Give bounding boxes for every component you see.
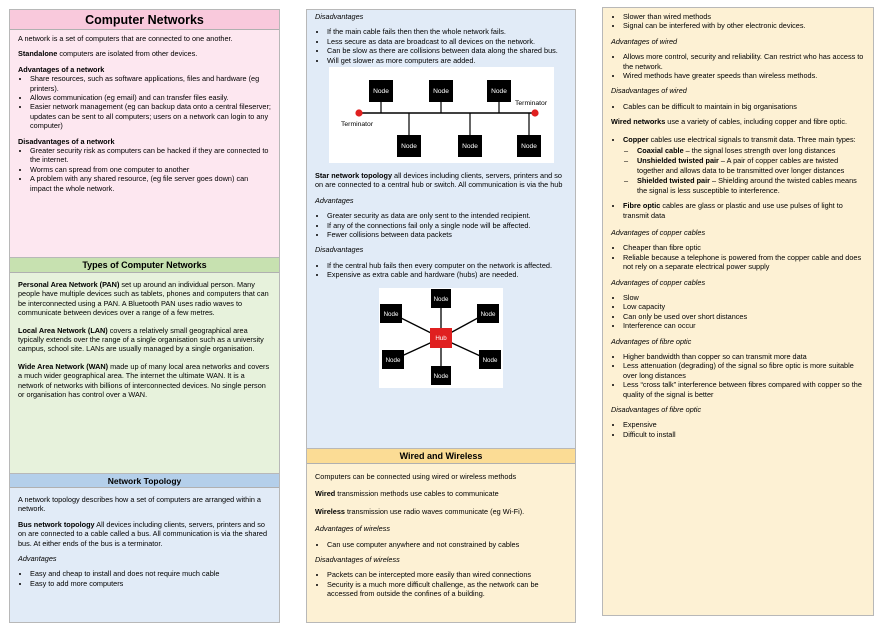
fibre-text: cables are glass or plastic and use use pulses of light to transmit data — [623, 201, 843, 220]
list-item: • Easy to add more computers — [30, 579, 271, 588]
wired-disadvantages-list — [611, 102, 865, 111]
network-disadvantages-list — [18, 146, 271, 193]
list-item: • Can use computer anywhere and not constrained by cables — [327, 540, 567, 549]
wired-definition — [315, 489, 567, 498]
standalone-keyword: Standalone — [18, 49, 58, 59]
wireless-keyword: Wireless — [315, 506, 345, 516]
list-item: • Share resources, such as software applications, files and hardware (eg printers). — [30, 74, 271, 93]
list-item: • If any of the connections fail only a single node will be affected. — [327, 221, 567, 230]
wireless-disadvantages-title: Disadvantages of wireless — [315, 555, 400, 565]
wired-networks-keyword: Wired networks — [611, 117, 666, 127]
left-terminator — [355, 109, 362, 116]
copper-keyword: Copper — [623, 134, 649, 144]
list-item: • Wired methods have greater speeds than wireless methods. — [623, 71, 865, 80]
star-topology-diagram — [379, 288, 503, 388]
wired-advantages-list — [611, 52, 865, 80]
star-node-label: Node — [433, 372, 449, 380]
copper-list — [611, 135, 865, 144]
standalone-definition — [18, 49, 271, 58]
topology-definition: A network topology describes how a set of computers are arranged within a network. — [18, 495, 261, 514]
fibre-keyword: Fibre optic — [623, 201, 661, 211]
network-types-title: Types of Computer Networks — [10, 258, 279, 273]
cable-type-name: Shielded twisted pair — [637, 176, 710, 186]
topology-continued-panel — [306, 9, 576, 449]
cable-type-description: – Shielding around the twisted cables means the signal is less susceptible to interference. — [637, 176, 857, 195]
star-node-label: Node — [480, 310, 496, 318]
bus-topology-text: All devices including clients, servers, printers and so on are connected to a cable called a bus. All communication is via the shared bus. At either ends of the bus is a terminator. — [18, 519, 268, 548]
star-hub-label: Hub — [435, 334, 447, 342]
list-item: • Cheaper than fibre optic — [623, 243, 865, 252]
list-item: • Higher bandwidth than copper so can transmit more data — [623, 352, 865, 361]
network-types-panel — [9, 257, 280, 474]
list-item: • A problem with any shared resource, (eg file server goes down) can impact the whole network. — [30, 174, 271, 193]
network-advantages-list — [18, 74, 271, 130]
fibre-list — [611, 201, 865, 220]
list-item: • Low capacity — [623, 302, 865, 311]
list-item: • Less secure as data are broadcast to all devices on the network. — [327, 37, 567, 46]
wired-advantages-title: Advantages of wired — [611, 36, 678, 46]
wireless-text: transmission use radio waves communicate (eg Wi-Fi). — [344, 506, 525, 516]
list-item: • If the main cable fails then then the whole network fails. — [327, 27, 567, 36]
list-item: • Can be slow as there are collisions between data along the shared bus. — [327, 46, 567, 55]
star-node-label: Node — [482, 356, 498, 364]
star-disadvantages-title: Disadvantages — [315, 245, 364, 255]
list-item: • Easier network management (eg can backup data onto a central fileserver; updates can be sent to all computers; users on a network can login to any computer) — [30, 102, 271, 130]
fibre-advantages-list — [611, 352, 865, 399]
bus-disadvantages-list — [315, 27, 567, 65]
bus-node-label: Node — [372, 88, 389, 96]
bus-topology-paragraph — [18, 520, 271, 548]
network-topology-panel — [9, 473, 280, 623]
list-item: • Difficult to install — [623, 430, 865, 439]
cable-type-item — [624, 146, 865, 156]
list-item: • Expensive as extra cable and hardware (hubs) are needed. — [327, 270, 567, 279]
wireless-disadvantages-continued-list — [611, 12, 865, 31]
bus-node-label: Node — [490, 88, 507, 96]
wired-networks-text: use a variety of cables, including copper and fibre optic. — [665, 117, 847, 127]
bus-disadvantages-title: Disadvantages — [315, 12, 364, 21]
list-item: • Greater security risk as computers can be hacked if they are connected to the internet. — [30, 146, 271, 165]
list-item: • Greater security as data are only sent to the intended recipient. — [327, 211, 567, 220]
network-advantages-title: Advantages of a network — [18, 64, 105, 74]
copper-cable-types-list — [611, 146, 865, 195]
copper-text: cables use electrical signals to transmit data. Three main types: — [648, 134, 856, 144]
list-item: • Interference can occur — [623, 321, 865, 330]
wired-keyword: Wired — [315, 489, 336, 499]
bus-topology-keyword: Bus network topology — [18, 519, 95, 529]
copper-advantages-title: Advantages of copper cables — [611, 227, 706, 237]
copper-disadvantages-list — [611, 293, 865, 331]
right-terminator-label: Terminator — [514, 100, 547, 108]
wireless-advantages-title: Advantages of wireless — [315, 524, 391, 534]
lan-text: covers a relatively small geographical area typically extends over the range of a single organisation such as a university campus, school site. LANs are usually managed by a single organisation. — [18, 325, 264, 354]
wired-wireless-intro: Computers can be connected using wired or wireless methods — [315, 472, 517, 481]
left-terminator-label: Terminator — [340, 121, 373, 129]
list-item: • Will get slower as more computers are added. — [327, 56, 567, 65]
bus-advantages-title: Advantages — [18, 554, 57, 564]
wired-wireless-title: Wired and Wireless — [307, 449, 575, 464]
list-item: • Less attenuation (degrading) of the signal so fibre optic is more suitable over long distances — [623, 361, 865, 380]
wired-text: transmission methods use cables to communicate — [335, 489, 499, 499]
list-item: • Slow — [623, 293, 865, 302]
network-topology-title: Network Topology — [10, 474, 279, 488]
star-advantages-title: Advantages — [315, 195, 354, 205]
star-node-label: Node — [385, 356, 401, 364]
dash-glyph: – — [624, 146, 629, 156]
star-node-label: Node — [433, 295, 449, 303]
list-item: • Allows communication (eg email) and can transfer files easily. — [30, 93, 271, 102]
pan-text: set up around an individual person. Many people have multiple devices such as tablets, phones and computers that can be interconnected using a PAN. A Bluetooth PAN uses radio waves to communicate between devices over a range of a few metres. — [18, 280, 269, 318]
star-node-label: Node — [383, 310, 399, 318]
wan-text: made up of many local area networks and covers a much wider geographical area. The internet the ultimate WAN. It is a network of networks with billions of interconnected devices. No single person or organisation has control over a WAN. — [18, 361, 270, 400]
copper-disadvantages-title: Advantages of copper cables — [611, 277, 706, 287]
fibre-advantages-title: Advantages of fibre optic — [611, 336, 692, 346]
list-item: • Easy and cheap to install and does not require much cable — [30, 569, 271, 578]
pan-paragraph — [18, 280, 271, 318]
wan-keyword: Wide Area Network (WAN) — [18, 361, 109, 371]
right-terminator — [531, 109, 538, 116]
wireless-definition — [315, 507, 567, 516]
list-item: • Can only be used over short distances — [623, 312, 865, 321]
computer-networks-panel — [9, 9, 280, 258]
lan-keyword: Local Area Network (LAN) — [18, 325, 108, 335]
copper-advantages-list — [611, 243, 865, 271]
cable-type-description: – the signal loses strength over long distances — [683, 146, 836, 156]
cables-panel — [602, 7, 874, 616]
wireless-advantages-list — [315, 540, 567, 549]
dash-glyph: – — [624, 176, 629, 186]
list-item: • Slower than wired methods — [623, 12, 865, 21]
cable-type-item — [624, 176, 865, 195]
bus-node-label: Node — [432, 88, 449, 96]
computer-networks-title: Computer Networks — [10, 10, 279, 30]
bus-advantages-list — [18, 569, 271, 588]
wireless-disadvantages-list — [315, 570, 567, 598]
star-topology-text: all devices including clients, servers, printers and so on are connected to a central hub or switch. All communication is via the hub — [315, 171, 563, 190]
star-disadvantages-list — [315, 261, 567, 280]
cable-type-description: – A pair of copper cables are twisted together and allows data to be transmitted over longer distances — [637, 156, 845, 175]
list-item: • Cables can be difficult to maintain in big organisations — [623, 102, 865, 111]
list-item: • Reliable because a telephone is powered from the copper cable and does not rely on a separate electrical power supply — [623, 253, 865, 272]
wired-networks-paragraph — [611, 117, 865, 126]
list-item: • Less “cross talk” interference between fibres compared with copper so the quality of the signal is better — [623, 380, 865, 399]
bus-node-label: Node — [400, 143, 417, 151]
star-advantages-list — [315, 211, 567, 239]
pan-keyword: Personal Area Network (PAN) — [18, 280, 120, 289]
list-item: • Fewer collisions between data packets — [327, 230, 567, 239]
cable-type-name: Unshielded twisted pair — [637, 156, 719, 166]
list-item: • Allows more control, security and reliability. Can restrict who has access to the network. — [623, 52, 865, 71]
list-item: • Worms can spread from one computer to another — [30, 165, 271, 174]
fibre-disadvantages-list — [611, 420, 865, 439]
bus-topology-diagram — [329, 67, 554, 163]
standalone-text: computers are isolated from other devices. — [57, 49, 198, 59]
star-topology-keyword: Star network topology — [315, 171, 393, 181]
wan-paragraph — [18, 362, 271, 400]
dash-glyph: – — [624, 156, 629, 166]
list-item: • Security is a much more difficult challenge, as the network can be accessed from outside the confines of a building. — [327, 580, 567, 599]
list-item: • Packets can be intercepted more easily than wired connections — [327, 570, 567, 579]
list-item: • Signal can be interfered with by other electronic devices. — [623, 21, 865, 30]
wired-disadvantages-title: Disadvantages of wired — [611, 86, 687, 96]
fibre-disadvantages-title: Disadvantages of fibre optic — [611, 405, 702, 414]
copper-item — [623, 135, 865, 144]
bus-node-label: Node — [461, 143, 478, 151]
list-item: • If the central hub fails then every computer on the network is affected. — [327, 261, 567, 270]
bus-node-label: Node — [520, 143, 537, 151]
star-topology-paragraph — [315, 171, 567, 190]
network-definition: A network is a set of computers that are connected to one another. — [18, 34, 233, 43]
network-disadvantages-title: Disadvantages of a network — [18, 136, 115, 146]
cable-type-name: Coaxial cable — [637, 146, 684, 156]
fibre-item — [623, 201, 865, 220]
wired-wireless-panel — [306, 448, 576, 623]
cable-type-item — [624, 156, 865, 175]
lan-paragraph — [18, 326, 271, 354]
list-item: • Expensive — [623, 420, 865, 429]
